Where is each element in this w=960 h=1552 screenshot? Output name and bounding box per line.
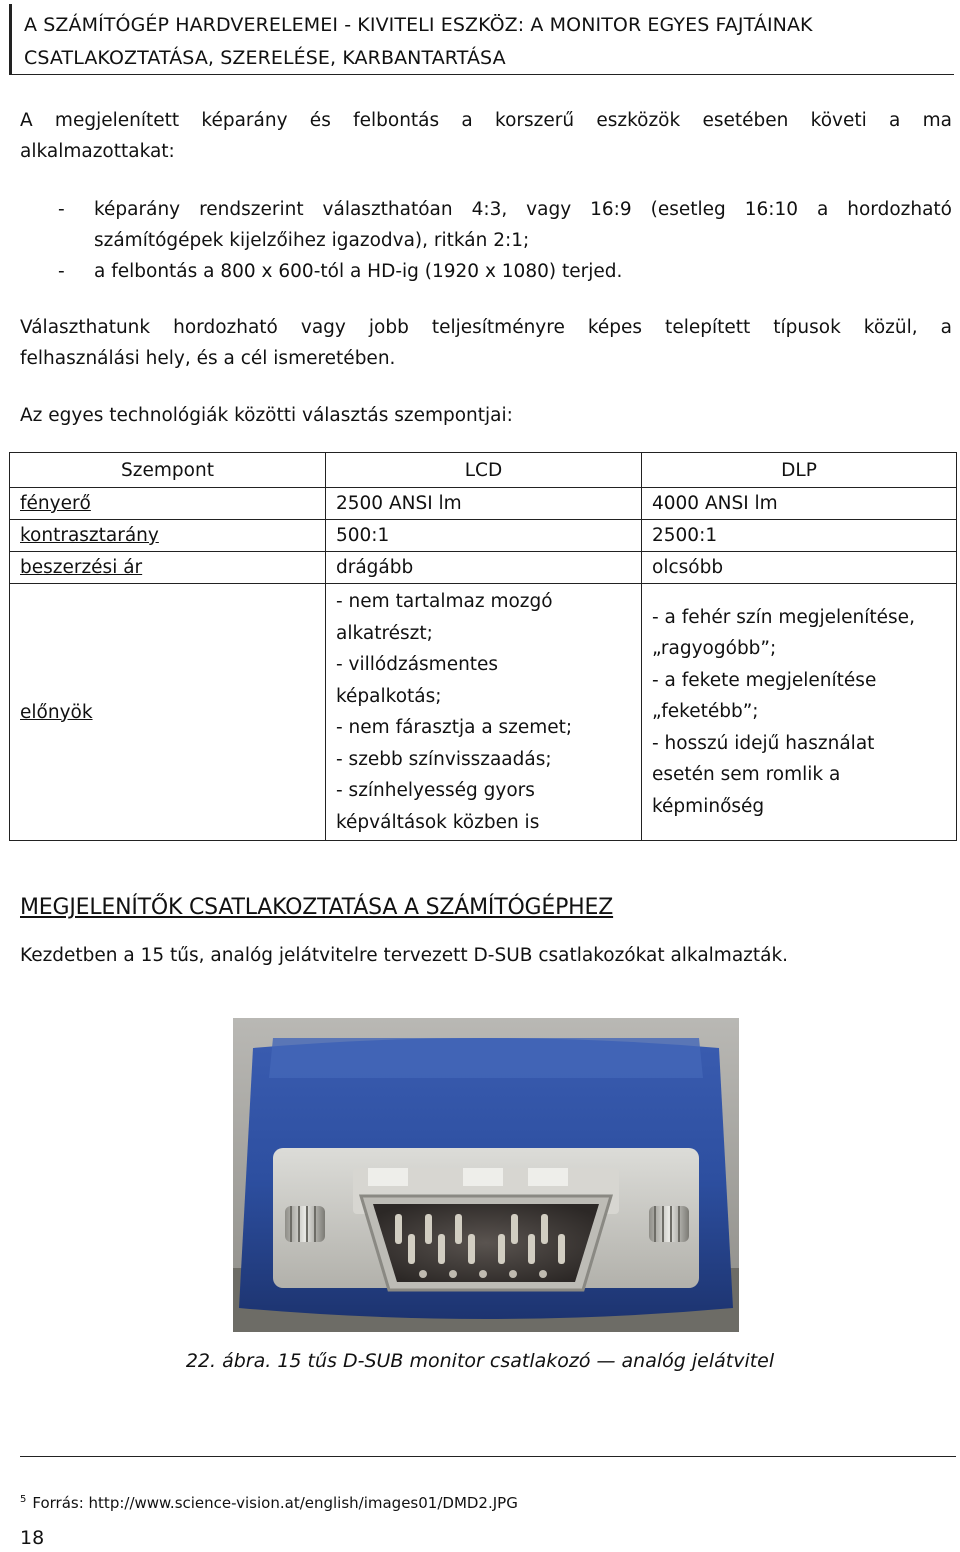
- bullet-1-line-2: számítógépek kijelzőihez igazodva), ritkán 2:1;: [94, 230, 530, 251]
- table-row: [10, 488, 957, 520]
- footnote-divider: [20, 1456, 956, 1457]
- lcd-adv-line: alkatrészt;: [336, 622, 433, 644]
- row-label-price: beszerzési ár: [20, 557, 143, 578]
- para2-line-1: Választhatunk hordozható vagy jobb teljesítményre képes telepített típusok közül, a: [20, 317, 952, 338]
- dlp-adv-line: - a fekete megjelenítése: [652, 669, 877, 691]
- table-row-advantages: [10, 584, 957, 841]
- housing-top-face: [269, 1038, 703, 1078]
- cell-lcd-price: drágább: [326, 552, 642, 584]
- footnote-text: Forrás: http://www.science-vision.at/english/images01/DMD2.JPG: [32, 1494, 518, 1512]
- th-dlp: DLP: [642, 453, 957, 488]
- header-line-2: CSATLAKOZTATÁSA, SZERELÉSE, KARBANTARTÁSA: [24, 47, 506, 69]
- dsub-connector-photo: [233, 1018, 739, 1332]
- cell-lcd-brightness: 2500 ANSI lm: [326, 488, 642, 520]
- cell-dlp-contrast: 2500:1: [642, 520, 957, 552]
- para4: Kezdetben a 15 tűs, analóg jelátvitelre tervezett D-SUB csatlakozókat alkalmazták.: [20, 945, 789, 966]
- para3: Az egyes technológiák közötti választás szempontjai:: [20, 405, 513, 426]
- lcd-adv-line: - színhelyesség gyors: [336, 780, 535, 801]
- bullet-dash-2: -: [58, 261, 65, 282]
- intro-line-2: alkalmazottakat:: [20, 141, 175, 162]
- table-row: [10, 520, 957, 552]
- figure-caption: 22. ábra. 15 tűs D-SUB monitor csatlakozó — analóg jelátvitel: [185, 1350, 775, 1372]
- tab-right: [528, 1168, 568, 1186]
- page-number: 18: [20, 1527, 45, 1549]
- bullet-1-line-1: képarány rendszerint választhatóan 4:3, vagy 16:9 (esetleg 16:10 a hordozható: [94, 199, 952, 220]
- cell-dlp-advantages: [642, 584, 957, 841]
- table-header-row: [10, 453, 957, 488]
- dlp-adv-line: „feketébb”;: [652, 701, 759, 723]
- cell-lcd-contrast: 500:1: [326, 520, 642, 552]
- th-lcd: LCD: [326, 453, 642, 488]
- header-line-1: A SZÁMÍTÓGÉP HARDVERELEMEI - KIVITELI ESZKÖZ: A MONITOR EGYES FAJTÁINAK: [24, 14, 813, 36]
- lcd-adv-line: képváltások közben is: [336, 811, 540, 833]
- lcd-adv-line: - nem fárasztja a szemet;: [336, 717, 573, 738]
- bullet-dash-1: -: [58, 199, 65, 220]
- row-label-contrast: kontrasztarány: [20, 525, 159, 546]
- table-row: [10, 552, 957, 584]
- tab-middle: [463, 1168, 503, 1186]
- intro-line-1: A megjelenített képarány és felbontás a korszerű eszközök esetében követi a ma: [20, 110, 952, 131]
- cell-dlp-price: olcsóbb: [642, 552, 957, 584]
- dlp-adv-line: - hosszú idejű használat: [652, 732, 875, 754]
- row-label-advantages: előnyök: [20, 701, 93, 723]
- comparison-table: [9, 452, 957, 841]
- dlp-adv-line: „ragyogóbb”;: [652, 638, 777, 660]
- footnote-marker: 5: [20, 1494, 27, 1505]
- lcd-adv-line: - villódzásmentes: [336, 654, 499, 675]
- bullet-2-line-1: a felbontás a 800 x 600-tól a HD-ig (1920 x 1080) terjed.: [94, 261, 623, 282]
- footnote: [20, 1494, 518, 1512]
- th-criterion: Szempont: [10, 453, 326, 488]
- cell-lcd-advantages: [326, 584, 642, 841]
- lcd-adv-line: - szebb színvisszaadás;: [336, 748, 552, 770]
- section-heading: MEGJELENÍTŐK CSATLAKOZTATÁSA A SZÁMÍTÓGÉPHEZ: [20, 895, 614, 920]
- lcd-adv-line: képalkotás;: [336, 685, 442, 707]
- tab-left: [368, 1168, 408, 1186]
- dlp-adv-line: - a fehér szín megjelenítése,: [652, 606, 915, 628]
- cell-dlp-brightness: 4000 ANSI lm: [642, 488, 957, 520]
- dlp-adv-line: képminőség: [652, 795, 765, 817]
- row-label-brightness: fényerő: [20, 493, 91, 514]
- para2-line-2: felhasználási hely, és a cél ismeretében.: [20, 348, 396, 369]
- dsub-cavity: [373, 1204, 599, 1282]
- lcd-adv-line: - nem tartalmaz mozgó: [336, 591, 553, 612]
- dlp-adv-line: esetén sem romlik a: [652, 764, 841, 786]
- running-header: [9, 4, 954, 75]
